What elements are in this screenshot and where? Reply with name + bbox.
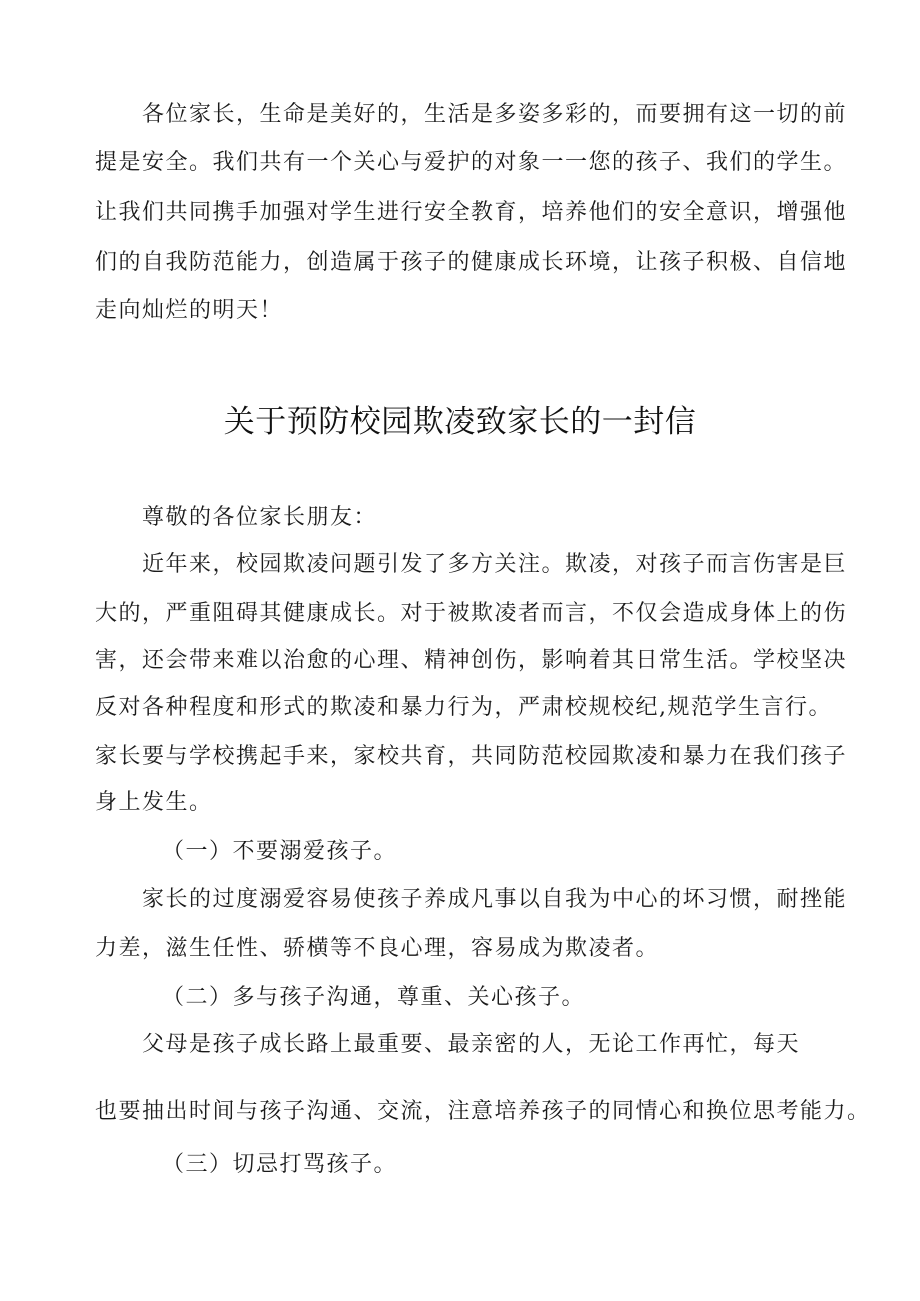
body-line-6: 身上发生。 xyxy=(95,790,213,815)
section-2-line-2: 也要抽出时间与孩子沟通、交流，注意培养孩子的同情心和换位思考能力。 xyxy=(95,1099,871,1124)
body-line-3: 害，还会带来难以治愈的心理、精神创伤，影响着其日常生活。学校坚决 xyxy=(95,648,848,673)
intro-line-5: 走向灿烂的明天！ xyxy=(95,298,284,323)
section-1-line-2: 力差，滋生任性、骄横等不良心理，容易成为欺凌者。 xyxy=(95,936,660,961)
section-3-heading: （三）切忌打骂孩子。 xyxy=(162,1152,398,1177)
section-1-heading: （一）不要溺爱孩子。 xyxy=(162,839,398,864)
section-1-line-1: 家长的过度溺爱容易使孩子养成凡事以自我为中心的坏习惯，耐挫能 xyxy=(142,887,848,912)
body-line-1: 近年来，校园欺凌问题引发了多方关注。欺凌，对孩子而言伤害是巨 xyxy=(142,552,848,577)
body-line-4: 反对各种程度和形式的欺凌和暴力行为，严肃校规校纪,规范学生言行。 xyxy=(95,695,832,720)
intro-line-1: 各位家长，生命是美好的，生活是多姿多彩的，而要拥有这一切的前 xyxy=(142,102,848,127)
section-2-heading: （二）多与孩子沟通，尊重、关心孩子。 xyxy=(162,985,586,1010)
intro-line-4: 们的自我防范能力，创造属于孩子的健康成长环境，让孩子积极、自信地 xyxy=(95,250,848,275)
body-line-2: 大的，严重阻碍其健康成长。对于被欺凌者而言，不仅会造成身体上的伤 xyxy=(95,601,848,626)
salutation: 尊敬的各位家长朋友： xyxy=(142,505,378,530)
body-line-5: 家长要与学校携起手来，家校共育，共同防范校园欺凌和暴力在我们孩子 xyxy=(95,744,848,769)
intro-line-3: 让我们共同携手加强对学生进行安全教育，培养他们的安全意识，增强他 xyxy=(95,200,848,225)
intro-line-2: 提是安全。我们共有一个关心与爱护的对象一一您的孩子、我们的学生。 xyxy=(95,150,848,175)
letter-title: 关于预防校园欺凌致家长的一封信 xyxy=(223,404,697,440)
section-2-line-1: 父母是孩子成长路上最重要、最亲密的人，无论工作再忙，每天 xyxy=(142,1032,801,1057)
